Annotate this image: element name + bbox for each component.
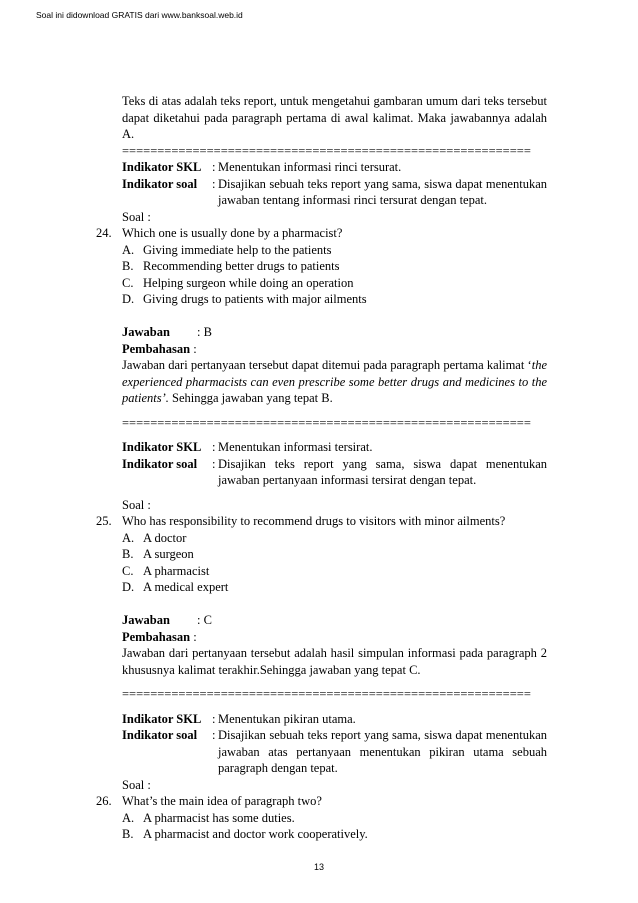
pembahasan-text xyxy=(122,357,547,407)
indikator-skl-label: Indikator SKL xyxy=(122,711,202,726)
option-text: A doctor xyxy=(143,530,187,545)
option-b xyxy=(122,546,638,563)
option-c xyxy=(122,275,638,292)
indikator-skl-value: Menentukan informasi rinci tersurat. xyxy=(218,160,402,174)
pembahasan-post: Sehingga jawaban yang tepat B. xyxy=(168,391,333,405)
option-letter: B. xyxy=(122,259,134,273)
option-letter: A. xyxy=(122,530,135,545)
pembahasan-row xyxy=(122,629,638,646)
pembahasan-row xyxy=(122,341,638,358)
separator: ========================================================== xyxy=(122,415,531,430)
option-a xyxy=(122,530,638,547)
option-letter: C. xyxy=(122,275,134,290)
option-text: Giving drugs to patients with major ailments xyxy=(143,292,367,306)
option-letter: C. xyxy=(122,563,134,578)
pembahasan-pre: Jawaban dari pertanyaan tersebut dapat ditemui pada paragraph pertama kalimat ‘ xyxy=(122,358,532,372)
question-25 xyxy=(96,513,547,530)
option-text: A pharmacist has some duties. xyxy=(143,810,295,825)
page-content xyxy=(0,93,638,843)
soal-label: Soal : xyxy=(122,497,151,512)
indikator-skl-row xyxy=(122,159,547,176)
indikator-soal-value: Disajikan sebuah teks report yang sama, siswa dapat menentukan jawaban atas pertanyaan menentukan pikiran utama sebuah paragraph dengan tepat. xyxy=(218,728,547,775)
option-text: A pharmacist xyxy=(143,563,210,578)
question-text: Which one is usually done by a pharmacist? xyxy=(122,226,343,240)
indikator-soal-row xyxy=(122,456,547,489)
question-text: What’s the main idea of paragraph two? xyxy=(122,794,322,808)
intro-paragraph: Teks di atas adalah teks report, untuk mengetahui gambaran umum dari teks tersebut dapat diketahui pada paragraph pertama di awal kalimat. Maka jawabannya adalah A. xyxy=(122,94,547,141)
option-b xyxy=(122,258,638,275)
indikator-soal-value: Disajikan sebuah teks report yang sama, siswa dapat menentukan jawaban tentang informasi rinci tersurat dengan tepat. xyxy=(218,176,547,207)
page-number: 13 xyxy=(313,862,324,872)
indikator-soal-label: Indikator soal xyxy=(122,456,198,471)
option-letter: D. xyxy=(122,580,135,594)
pembahasan-quote: the experienced pharmacists can even prescribe some better drugs and medicines to the patients’. xyxy=(122,358,547,405)
answer-value: : C xyxy=(197,613,212,627)
colon: : xyxy=(212,440,216,454)
colon: : xyxy=(212,176,216,191)
option-text: A pharmacist and doctor work cooperatively. xyxy=(143,827,368,841)
colon: : xyxy=(193,629,197,644)
option-a xyxy=(122,810,638,827)
question-26 xyxy=(96,793,547,810)
answer-value: : B xyxy=(197,325,212,339)
indikator-skl-label: Indikator SKL xyxy=(122,440,202,454)
option-letter: A. xyxy=(122,810,135,825)
option-text: Helping surgeon while doing an operation xyxy=(143,275,354,290)
jawaban-label: Jawaban xyxy=(122,325,170,339)
separator: ========================================================== xyxy=(122,143,531,158)
pembahasan-label: Pembahasan xyxy=(122,341,191,356)
download-note: Soal ini didownload GRATIS dari www.banksoal.web.id xyxy=(36,10,243,20)
indikator-soal-row xyxy=(122,727,547,777)
pembahasan-label: Pembahasan xyxy=(122,629,191,644)
option-a xyxy=(122,242,638,259)
option-text: A medical expert xyxy=(143,580,229,594)
question-text: Who has responsibility to recommend drugs to visitors with minor ailments? xyxy=(122,514,506,528)
indikator-soal-label: Indikator soal xyxy=(122,176,198,191)
indikator-soal-value: Disajikan teks report yang sama, siswa dapat menentukan jawaban pertanyaan informasi tersirat dengan tepat. xyxy=(218,456,547,487)
answer-row xyxy=(122,324,638,341)
option-text: Recommending better drugs to patients xyxy=(143,259,340,273)
option-d xyxy=(122,579,638,596)
option-text: Giving immediate help to the patients xyxy=(143,242,332,257)
option-letter: B. xyxy=(122,827,134,841)
option-c xyxy=(122,563,638,580)
colon: : xyxy=(212,711,216,726)
colon: : xyxy=(193,341,197,356)
option-letter: B. xyxy=(122,547,134,561)
indikator-skl-row xyxy=(122,711,547,728)
soal-label: Soal : xyxy=(122,777,151,792)
indikator-skl-value: Menentukan pikiran utama. xyxy=(218,711,356,726)
indikator-soal-row xyxy=(122,176,547,209)
pembahasan-text: Jawaban dari pertanyaan tersebut adalah hasil simpulan informasi pada paragraph 2 khususnya kalimat terakhir.Sehingga jawaban yang tepat C. xyxy=(122,646,547,677)
soal-label: Soal : xyxy=(122,209,151,224)
jawaban-label: Jawaban xyxy=(122,613,170,627)
answer-row xyxy=(122,612,638,629)
option-letter: A. xyxy=(122,242,135,257)
option-letter: D. xyxy=(122,292,135,306)
question-number: 26. xyxy=(96,794,112,808)
indikator-soal-label: Indikator soal xyxy=(122,728,198,742)
indikator-skl-row xyxy=(122,439,547,456)
separator: ========================================================== xyxy=(122,687,531,701)
indikator-skl-value: Menentukan informasi tersirat. xyxy=(218,440,373,454)
option-text: A surgeon xyxy=(143,547,194,561)
question-number: 25. xyxy=(96,514,112,528)
question-24 xyxy=(96,225,547,242)
indikator-skl-label: Indikator SKL xyxy=(122,160,202,174)
colon: : xyxy=(212,728,216,742)
option-d xyxy=(122,291,638,308)
colon: : xyxy=(212,160,216,174)
colon: : xyxy=(212,456,216,471)
option-b xyxy=(122,826,638,843)
question-number: 24. xyxy=(96,226,112,240)
